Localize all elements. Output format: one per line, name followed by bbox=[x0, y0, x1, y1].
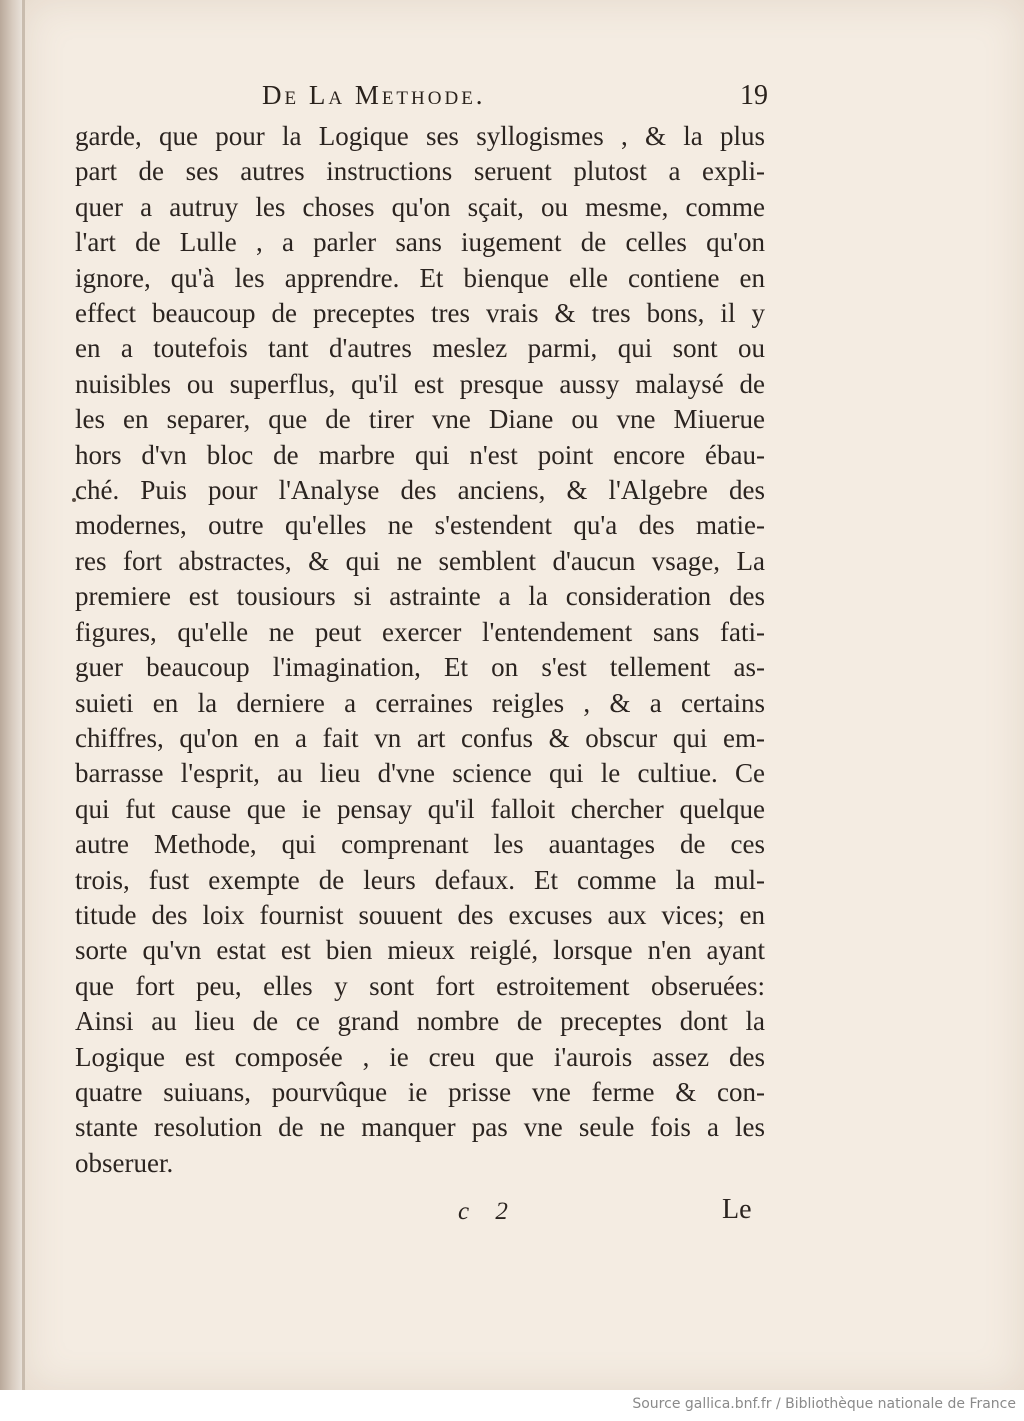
text-line: ignore, qu'à les apprendre. Et bienque elle contiene en bbox=[75, 262, 765, 293]
text-line: stante resolution de ne manquer pas vne seule fois a les bbox=[75, 1112, 765, 1143]
book-spine bbox=[0, 0, 22, 1390]
text-line: modernes, outre qu'elles ne s'estendent qu'a des matie- bbox=[75, 510, 765, 541]
text-line: chiffres, qu'on en a fait vn art confus & obscur qui em- bbox=[75, 722, 765, 753]
text-line: Ainsi au lieu de ce grand nombre de preceptes dont la bbox=[75, 1006, 765, 1037]
text-line: quer a autruy les choses qu'on sçait, ou mesme, comme bbox=[75, 191, 765, 222]
signature-mark: c 2 bbox=[458, 1198, 518, 1225]
text-line: Logique est composée , ie creu que i'aurois assez des bbox=[75, 1041, 765, 1072]
text-line: res fort abstractes, & qui ne semblent d'aucun vsage, La bbox=[75, 545, 765, 576]
text-line: trois, fust exempte de leurs defaux. Et comme la mul- bbox=[75, 864, 765, 895]
text-line: garde, que pour la Logique ses syllogismes , & la plus bbox=[75, 121, 765, 151]
text-line: guer beaucoup l'imagination, Et on s'est tellement as- bbox=[75, 652, 765, 683]
text-line: ché. Puis pour l'Analyse des anciens, & l'Algebre des bbox=[75, 475, 765, 506]
text-line: autre Methode, qui comprenant les auantages de ces bbox=[75, 829, 765, 860]
text-line: quatre suiuans, pourvûque ie prisse vne ferme & con- bbox=[75, 1076, 765, 1107]
text-line: nuisibles ou superflus, qu'il est presque aussy malaysé de bbox=[75, 368, 765, 399]
text-line: figures, qu'elle ne peut exercer l'entendement sans fati- bbox=[75, 616, 765, 647]
text-line: barrasse l'esprit, au lieu d'vne science qui le cultiue. Ce bbox=[75, 758, 765, 789]
text-line: sorte qu'vn estat est bien mieux reiglé, lorsque n'en ayant bbox=[75, 935, 765, 966]
page-number: 19 bbox=[740, 80, 768, 111]
text-line: l'art de Lulle , a parler sans iugement de celles qu'on bbox=[75, 227, 765, 258]
text-line: les en separer, que de tirer vne Diane ou vne Miuerue bbox=[75, 404, 765, 435]
catchword: Le bbox=[722, 1194, 752, 1225]
text-line: hors d'vn bloc de marbre qui n'est point encore ébau- bbox=[75, 439, 765, 470]
text-line: suieti en la derniere a cerraines reigles , & a certains bbox=[75, 687, 765, 718]
text-line: premiere est tousiours si astrainte a la consideration des bbox=[75, 581, 765, 612]
text-line: que fort peu, elles y sont fort estroitement obseruées: bbox=[75, 970, 765, 1001]
text-line: obseruer. bbox=[75, 1147, 174, 1178]
running-head: De La Methode. bbox=[262, 80, 486, 110]
body-text bbox=[75, 119, 775, 1181]
text-line: effect beaucoup de preceptes tres vrais & tres bons, il y bbox=[75, 298, 765, 329]
source-credit: Source gallica.bnf.fr / Bibliothèque nationale de France bbox=[632, 1396, 1016, 1412]
text-line: qui fut cause que ie pensay qu'il falloit chercher quelque bbox=[75, 793, 765, 824]
text-line: titude des loix fournist souuent des excuses aux vices; en bbox=[75, 899, 765, 930]
text-line: en a toutefois tant d'autres meslez parmi, qui sont ou bbox=[75, 333, 765, 364]
text-line: part de ses autres instructions seruent plutost a expli- bbox=[75, 156, 765, 187]
